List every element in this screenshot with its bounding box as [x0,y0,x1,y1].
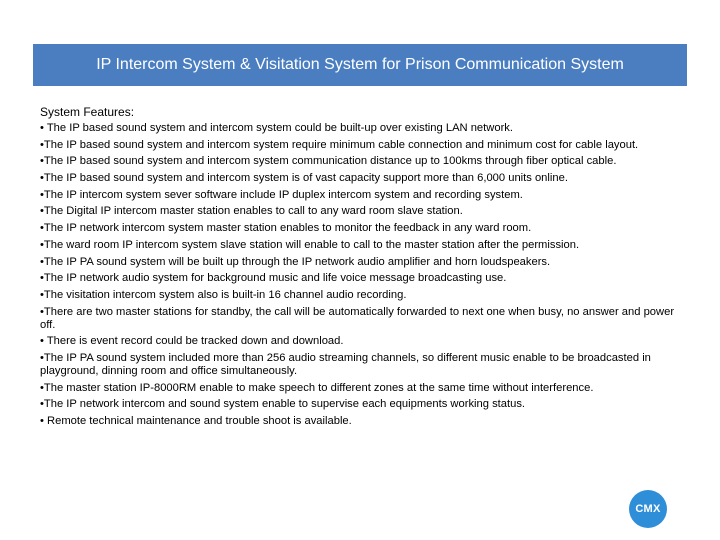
title-bar [33,44,687,86]
feature-item: •The IP based sound system and intercom system communication distance up to 100kms through fiber optical cable. [40,155,617,168]
logo-text: CMX [635,503,661,515]
feature-item: •The IP PA sound system will be built up through the IP network audio amplifier and horn loudspeakers. [40,255,551,268]
feature-item: •The IP network audio system for background music and life voice message broadcasting use. [40,272,507,285]
cmx-logo [629,490,667,528]
feature-item: •The IP network intercom and sound system enable to supervise each equipments working status. [40,398,526,411]
feature-item: •The IP network intercom system master station enables to monitor the feedback in any ward room. [40,222,532,235]
feature-item: • There is event record could be tracked down and download. [40,335,344,348]
feature-item: •The IP based sound system and intercom system require minimum cable connection and minimum cost for cable layout. [40,138,639,151]
feature-item: •The master station IP-8000RM enable to make speech to different zones at the same time without interference. [40,381,594,394]
feature-item: •There are two master stations for standby, the call will be automatically forwarded to next one when busy, no answer and power off. [40,305,675,331]
features-section [40,104,690,432]
feature-item: •The IP intercom system sever software include IP duplex intercom system and recording system. [40,188,523,201]
feature-item: • The IP based sound system and intercom system could be built-up over existing LAN network. [40,122,513,134]
feature-item: •The ward room IP intercom system slave station will enable to call to the master station after the permission. [40,238,580,251]
features-heading: System Features: [40,105,135,119]
feature-item: •The visitation intercom system also is built-in 16 channel audio recording. [40,288,407,301]
feature-item: • Remote technical maintenance and trouble shoot is available. [40,415,352,427]
feature-item: •The IP PA sound system included more than 256 audio streaming channels, so different music enable to be broadcasted in playground, dinning room and office simultaneously. [40,351,651,377]
feature-item: •The IP based sound system and intercom system is of vast capacity support more than 6,000 units online. [40,172,568,185]
feature-item: •The Digital IP intercom master station enables to call to any ward room slave station. [40,205,463,218]
features-list [40,122,690,428]
page-title: IP Intercom System & Visitation System for Prison Communication System [96,56,624,73]
